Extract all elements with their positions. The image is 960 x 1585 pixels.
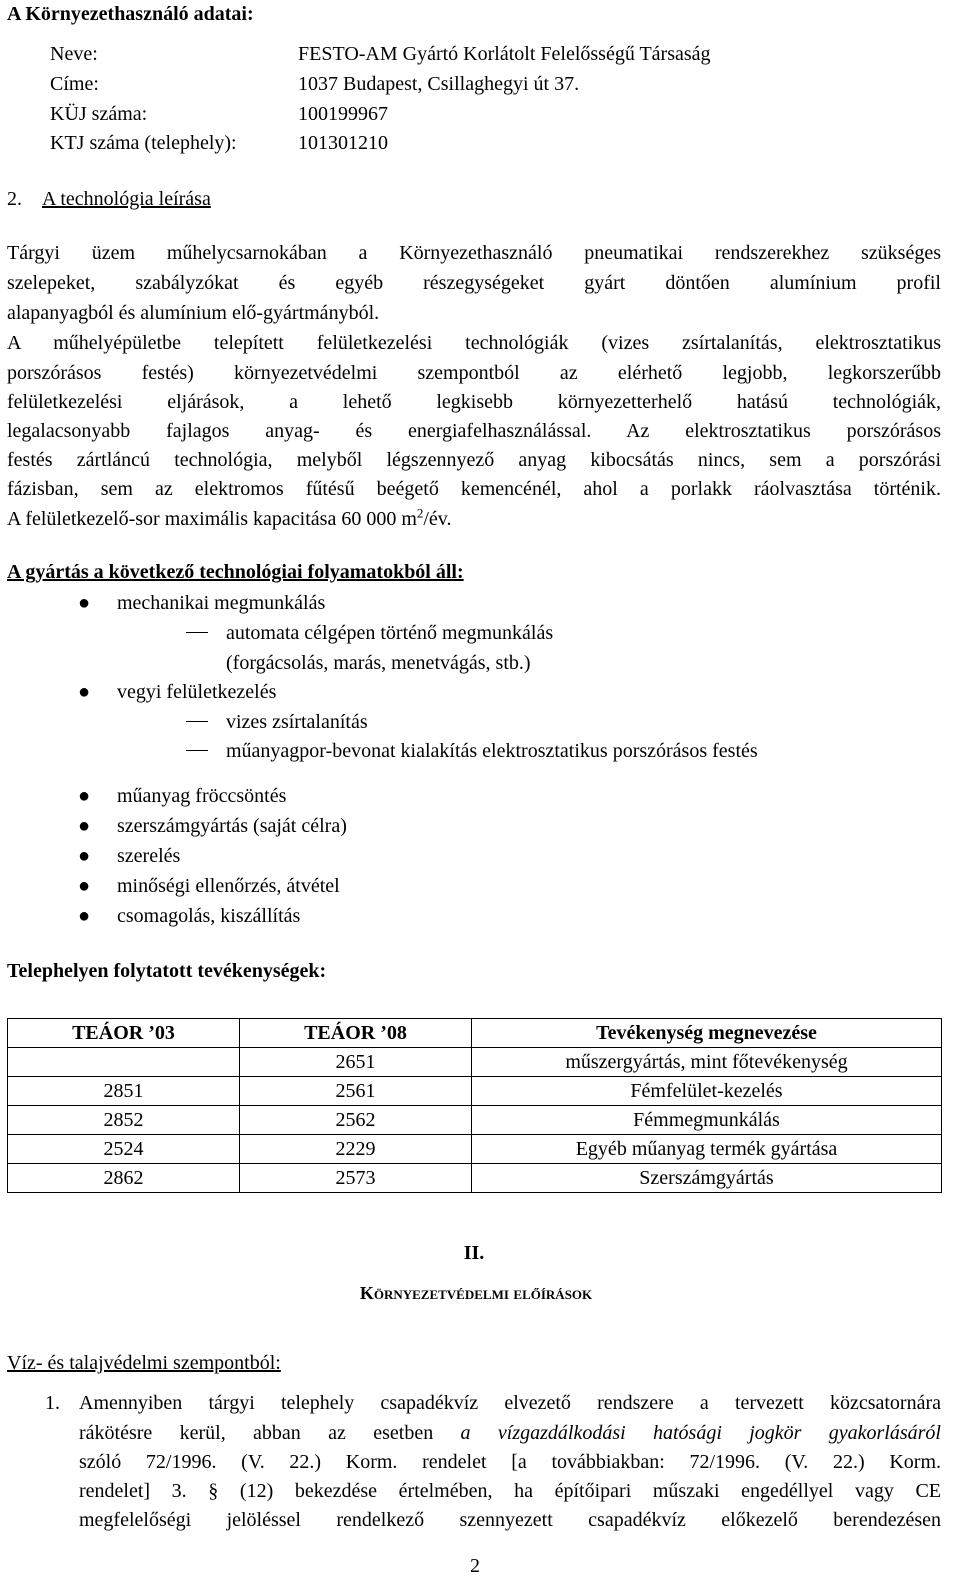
teaor08-cell: 2573: [240, 1164, 472, 1193]
name-value: FESTO-AM Gyártó Korlátolt Felelősségű Társaság: [298, 43, 711, 65]
process-label: műanyag fröccsöntés: [117, 785, 287, 807]
column-header: Tevékenység megnevezése: [472, 1019, 942, 1048]
processes-heading: A gyártás a következő technológiai folyamatokból áll:: [7, 561, 464, 583]
dash-icon: [186, 721, 208, 722]
activity-cell: műszergyártás, mint főtevékenység: [472, 1048, 942, 1077]
water-line4: rendelet] 3. § (12) bekezdése értelmében, ha építőipari műszaki engedéllyel vagy CE: [79, 1480, 941, 1502]
bullet-icon: ●: [78, 681, 91, 703]
bullet-icon: ●: [78, 592, 91, 614]
activities-heading: Telephelyen folytatott tevékenységek:: [7, 960, 327, 982]
section2-number: 2.: [7, 188, 22, 210]
water-line5: megfelelőségi jelöléssel rendelkező szennyezett csapadékvíz előkezelő berendezésen: [79, 1509, 941, 1531]
para1-line2: szelepeket, szabályzókat és egyéb részegységeket gyárt döntően alumínium profil: [7, 272, 941, 294]
teaor08-cell: 2651: [240, 1048, 472, 1077]
bullet-icon: ●: [78, 875, 91, 897]
process-sub-label: automata célgépen történő megmunkálás: [226, 622, 554, 644]
teaor03-cell: 2524: [8, 1135, 240, 1164]
table-row: [8, 1135, 942, 1164]
bullet-icon: ●: [78, 785, 91, 807]
table-row: [8, 1077, 942, 1106]
dash-icon: [186, 632, 208, 633]
table-row: [8, 1106, 942, 1135]
para2-line3: felületkezelési eljárások, a lehető legkisebb környezetterhelő hatású technológiák,: [7, 391, 941, 413]
capacity-line: [7, 504, 452, 534]
process-label: szerelés: [117, 845, 181, 867]
process-label: szerszámgyártás (saját célra): [117, 815, 347, 837]
para2-line4: legalacsonyabb fajlagos anyag- és energiafelhasználással. Az elektrosztatikus porszórásos: [7, 420, 941, 442]
para2-line2: porszórásos festés) környezetvédelmi szempontból az elérhető legjobb, legkorszerűbb: [7, 362, 941, 384]
process-label: vegyi felületkezelés: [117, 681, 277, 703]
ktj-label: KTJ száma (telephely):: [50, 132, 237, 154]
para2-line6: fázisban, sem az elektromos fűtésű beégető kemencénél, ahol a porlakk ráolvasztása történik.: [7, 478, 941, 500]
process-sub-label: vizes zsírtalanítás: [226, 711, 368, 733]
capacity-text: A felületkezelő-sor maximális kapacitása 60 000 m: [7, 508, 417, 530]
activity-cell: Egyéb műanyag termék gyártása: [472, 1135, 942, 1164]
water-item-number: 1.: [45, 1392, 60, 1414]
para2-line5: festés zártláncú technológia, melyből légszennyező anyag kibocsátás nincs, sem a porszórási: [7, 449, 941, 471]
activity-cell: Fémmegmunkálás: [472, 1106, 942, 1135]
dash-icon: [186, 750, 208, 751]
water-line1: Amennyiben tárgyi telephely csapadékvíz elvezető rendszere a tervezett közcsatornára: [79, 1392, 941, 1414]
table-row: [8, 1048, 942, 1077]
bullet-icon: ●: [78, 845, 91, 867]
kuj-value: 100199967: [298, 103, 388, 125]
process-sub-continuation: (forgácsolás, marás, menetvágás, stb.): [226, 652, 531, 674]
table-row: [8, 1164, 942, 1193]
teaor08-cell: 2229: [240, 1135, 472, 1164]
teaor03-cell: 2862: [8, 1164, 240, 1193]
bullet-icon: ●: [78, 815, 91, 837]
process-label: csomagolás, kiszállítás: [117, 905, 301, 927]
water-law-title: a vízgazdálkodási hatósági jogkör gyakorlásáról: [460, 1422, 941, 1444]
water-line2-text: rákötésre kerül, abban az esetben: [79, 1422, 461, 1444]
section2-title: A technológia leírása: [42, 188, 211, 210]
water-line3: szóló 72/1996. (V. 22.) Korm. rendelet [a továbbiakban: 72/1996. (V. 22.) Korm.: [79, 1451, 941, 1473]
process-label: mechanikai megmunkálás: [117, 592, 326, 614]
bullet-icon: ●: [78, 905, 91, 927]
para2-line1: A műhelyépületbe telepített felületkezelési technológiák (vizes zsírtalanítás, elektrosztatikus: [7, 332, 941, 354]
teaor03-cell: 2851: [8, 1077, 240, 1106]
section-a-heading: A Környezethasználó adatai:: [7, 3, 254, 25]
activity-cell: Fémfelület-kezelés: [472, 1077, 942, 1106]
address-value: 1037 Budapest, Csillaghegyi út 37.: [298, 73, 580, 95]
para1-line3: alapanyagból és alumínium elő-gyártmányból.: [7, 302, 380, 324]
ktj-value: 101301210: [298, 132, 388, 154]
teaor03-cell: 2852: [8, 1106, 240, 1135]
chapter-title: Környezetvédelmi előírások: [359, 1283, 593, 1303]
capacity-suffix: /év.: [423, 508, 452, 530]
process-sub-label: műanyagpor-bevonat kialakítás elektrosztatikus porszórásos festés: [226, 740, 758, 762]
teaor03-cell: [8, 1048, 240, 1077]
table-header-row: [8, 1019, 942, 1048]
activity-cell: Szerszámgyártás: [472, 1164, 942, 1193]
water-heading: Víz- és talajvédelmi szempontból:: [7, 1352, 281, 1374]
name-label: Neve:: [50, 43, 98, 65]
column-header: TEÁOR ’08: [240, 1019, 472, 1048]
address-label: Címe:: [50, 73, 99, 95]
capacity-sup: 2: [416, 505, 424, 521]
teaor08-cell: 2562: [240, 1106, 472, 1135]
process-label: minőségi ellenőrzés, átvétel: [117, 875, 340, 897]
activities-table: [7, 1018, 942, 1193]
kuj-label: KÜJ száma:: [50, 103, 148, 125]
water-line2: [79, 1418, 941, 1448]
page-number: 2: [470, 1555, 480, 1577]
para1-line1: Tárgyi üzem műhelycsarnokában a Környezethasználó pneumatikai rendszerekhez szükséges: [7, 242, 941, 264]
column-header: TEÁOR ’03: [8, 1019, 240, 1048]
chapter-number: II.: [463, 1242, 485, 1264]
teaor08-cell: 2561: [240, 1077, 472, 1106]
